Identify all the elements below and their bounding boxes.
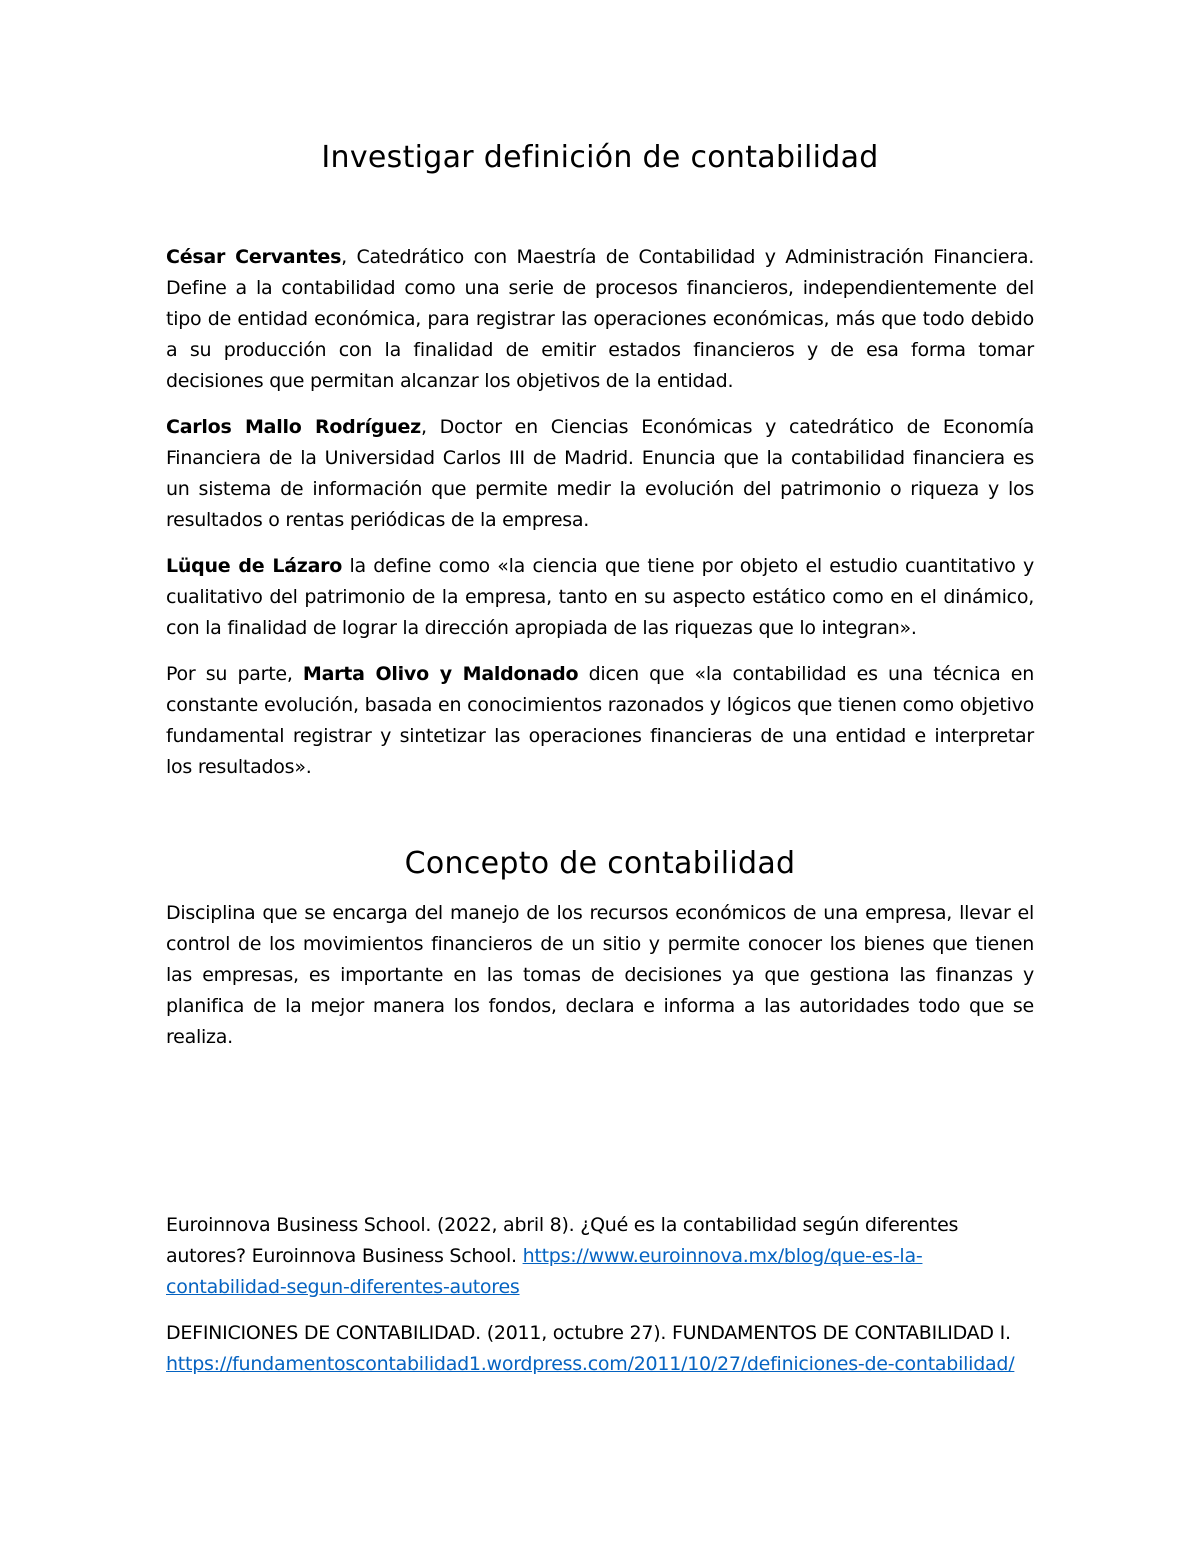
reference-2 (166, 1318, 1034, 1380)
paragraph-cervantes (166, 242, 1034, 397)
paragraph-text: , Doctor en Ciencias Económicas y catedrático de Economía Financiera de la Universidad Carlos III de Madrid. Enuncia que la contabilidad financiera es un sistema de información que permite medir la evolución del patrimonio o riqueza y los resultados o rentas periódicas de la empresa. (166, 416, 1034, 531)
definitions-section (166, 242, 1034, 783)
paragraph-text: , Catedrático con Maestría de Contabilidad y Administración Financiera. Define a la contabilidad como una serie de procesos financieros, independientemente del tipo de entidad económica, para registrar las operaciones económicas, más que todo debido a su producción con la finalidad de emitir estados financieros y de esa forma tomar decisiones que permitan alcanzar los objetivos de la entidad. (166, 246, 1035, 392)
paragraph-olivo (166, 659, 1034, 783)
paragraph-text: la define como «la ciencia que tiene por objeto el estudio cuantitativo y cualitativo del patrimonio de la empresa, tanto en su aspecto estático como en el dinámico, con la finalidad de lograr la dirección apropiada de las riquezas que lo integran». (166, 555, 1034, 639)
concept-section (166, 844, 1034, 1053)
concept-paragraph: Disciplina que se encarga del manejo de los recursos económicos de una empresa, llevar el control de los movimientos financieros de un sitio y permite conocer los bienes que tienen las empresas, es importante en las tomas de decisiones ya que gestiona las finanzas y planifica de la mejor manera los fondos, declara e informa a las autoridades todo que se realiza. (166, 902, 1034, 1048)
reference-1 (166, 1210, 1034, 1303)
paragraph-mallo (166, 412, 1034, 536)
paragraph-luque (166, 551, 1034, 644)
reference-link[interactable]: https://fundamentoscontabilidad1.wordpress.com/2011/10/27/definiciones-de-contabilidad/ (166, 1353, 1015, 1375)
references-section (166, 1210, 1034, 1380)
page-title: Investigar definición de contabilidad (321, 140, 879, 175)
paragraph-text: dicen que «la contabilidad es una técnica en constante evolución, basada en conocimientos razonados y lógicos que tienen como objetivo fundamental registrar y sintetizar las operaciones financieras de una entidad e interpretar los resultados». (166, 663, 1034, 778)
reference-text: Euroinnova Business School. (2022, abril 8). ¿Qué es la contabilidad según diferentes autores? Euroinnova Business School. (166, 1214, 959, 1267)
reference-text: DEFINICIONES DE CONTABILIDAD. (2011, octubre 27). FUNDAMENTOS DE CONTABILIDAD I. (166, 1322, 1011, 1344)
title-block (166, 138, 1034, 178)
reference-link[interactable]: https://www.euroinnova.mx/blog/que-es-la-contabilidad-segun-diferentes-autores (166, 1245, 923, 1298)
author-name: Marta Olivo y Maldonado (302, 663, 579, 685)
author-name: César Cervantes (166, 246, 342, 268)
concept-heading: Concepto de contabilidad (404, 846, 796, 881)
paragraph-prefix: Por su parte, (166, 663, 303, 685)
author-name: Lüque de Lázaro (166, 555, 343, 577)
author-name: Carlos Mallo Rodríguez (166, 416, 421, 438)
